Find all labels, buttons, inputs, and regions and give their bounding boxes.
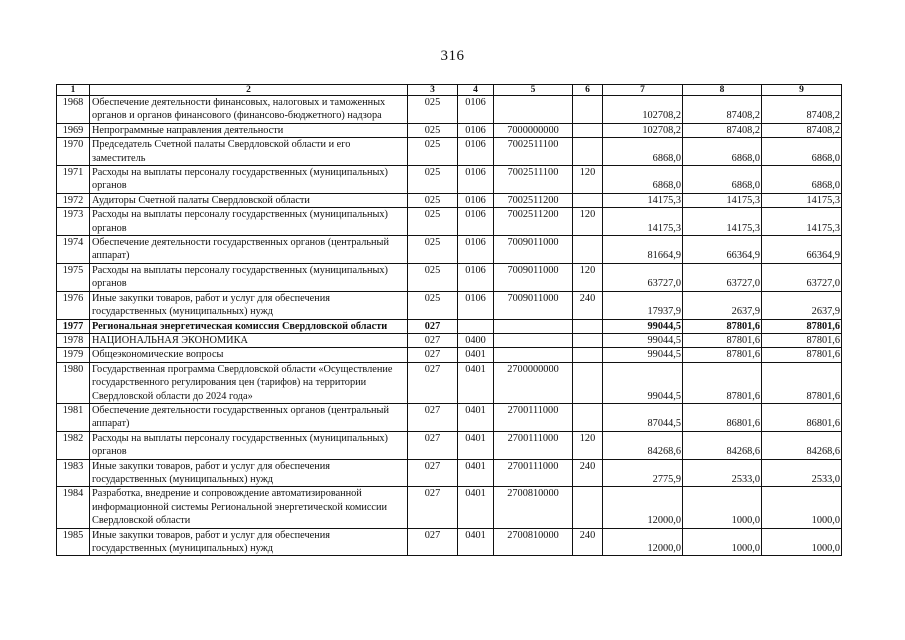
amount-col-8: 6868,0 bbox=[683, 138, 762, 166]
code-ministry: 025 bbox=[408, 291, 458, 319]
code-expense-type: 120 bbox=[573, 166, 603, 194]
code-section: 0106 bbox=[458, 123, 494, 137]
amount-col-7: 99044,5 bbox=[603, 333, 683, 347]
table-row bbox=[57, 348, 842, 362]
code-target: 7009011000 bbox=[494, 263, 573, 291]
amount-col-8: 2533,0 bbox=[683, 459, 762, 487]
code-section: 0401 bbox=[458, 348, 494, 362]
amount-col-8: 63727,0 bbox=[683, 263, 762, 291]
table-row bbox=[57, 123, 842, 137]
amount-col-9: 1000,0 bbox=[762, 528, 842, 556]
amount-col-8: 87801,6 bbox=[683, 319, 762, 333]
code-ministry: 025 bbox=[408, 166, 458, 194]
row-name: Расходы на выплаты персоналу государственных (муниципальных) органов bbox=[90, 431, 408, 459]
code-target bbox=[494, 96, 573, 124]
row-name: Обеспечение деятельности государственных органов (центральный аппарат) bbox=[90, 403, 408, 431]
code-expense-type: 240 bbox=[573, 459, 603, 487]
table-row bbox=[57, 166, 842, 194]
amount-col-7: 17937,9 bbox=[603, 291, 683, 319]
table-row bbox=[57, 333, 842, 347]
amount-col-7: 14175,3 bbox=[603, 193, 683, 207]
code-target: 2700000000 bbox=[494, 362, 573, 403]
row-number: 1979 bbox=[57, 348, 90, 362]
code-section: 0106 bbox=[458, 291, 494, 319]
amount-col-8: 66364,9 bbox=[683, 236, 762, 264]
row-name: Иные закупки товаров, работ и услуг для обеспечения государственных (муниципальных) нужд bbox=[90, 528, 408, 556]
code-target: 7002511200 bbox=[494, 193, 573, 207]
row-name: Расходы на выплаты персоналу государственных (муниципальных) органов bbox=[90, 208, 408, 236]
amount-col-7: 6868,0 bbox=[603, 138, 683, 166]
code-expense-type bbox=[573, 193, 603, 207]
code-target: 7002511100 bbox=[494, 166, 573, 194]
row-name: Расходы на выплаты персоналу государственных (муниципальных) органов bbox=[90, 263, 408, 291]
amount-col-9: 6868,0 bbox=[762, 166, 842, 194]
code-expense-type: 120 bbox=[573, 431, 603, 459]
page-number: 316 bbox=[440, 48, 465, 64]
code-section: 0106 bbox=[458, 193, 494, 207]
table-row bbox=[57, 487, 842, 528]
amount-col-9: 86801,6 bbox=[762, 403, 842, 431]
code-ministry: 027 bbox=[408, 319, 458, 333]
row-number: 1981 bbox=[57, 403, 90, 431]
row-name: Иные закупки товаров, работ и услуг для обеспечения государственных (муниципальных) нужд bbox=[90, 459, 408, 487]
row-number: 1974 bbox=[57, 236, 90, 264]
code-ministry: 025 bbox=[408, 138, 458, 166]
code-expense-type bbox=[573, 138, 603, 166]
code-ministry: 025 bbox=[408, 236, 458, 264]
amount-col-8: 87801,6 bbox=[683, 362, 762, 403]
code-target bbox=[494, 348, 573, 362]
code-ministry: 027 bbox=[408, 431, 458, 459]
row-number: 1975 bbox=[57, 263, 90, 291]
code-target: 2700810000 bbox=[494, 487, 573, 528]
amount-col-8: 84268,6 bbox=[683, 431, 762, 459]
amount-col-8: 14175,3 bbox=[683, 208, 762, 236]
amount-col-7: 102708,2 bbox=[603, 123, 683, 137]
code-expense-type: 120 bbox=[573, 263, 603, 291]
row-number: 1976 bbox=[57, 291, 90, 319]
code-section: 0401 bbox=[458, 528, 494, 556]
code-expense-type: 240 bbox=[573, 291, 603, 319]
table-body bbox=[57, 96, 842, 556]
amount-col-8: 87801,6 bbox=[683, 333, 762, 347]
row-name: Иные закупки товаров, работ и услуг для обеспечения государственных (муниципальных) нужд bbox=[90, 291, 408, 319]
row-name: Региональная энергетическая комиссия Свердловской области bbox=[90, 319, 408, 333]
budget-table-container bbox=[56, 84, 841, 556]
code-ministry: 027 bbox=[408, 333, 458, 347]
code-expense-type bbox=[573, 333, 603, 347]
amount-col-8: 87801,6 bbox=[683, 348, 762, 362]
amount-col-7: 99044,5 bbox=[603, 348, 683, 362]
row-name: Обеспечение деятельности финансовых, налоговых и таможенных органов и органов финансового (финансово-бюджетного) надзора bbox=[90, 96, 408, 124]
amount-col-9: 14175,3 bbox=[762, 193, 842, 207]
amount-col-9: 87408,2 bbox=[762, 123, 842, 137]
code-expense-type bbox=[573, 319, 603, 333]
code-expense-type bbox=[573, 96, 603, 124]
table-row bbox=[57, 263, 842, 291]
table-row bbox=[57, 236, 842, 264]
row-name: Государственная программа Свердловской области «Осуществление государственного регулирования цен (тарифов) на территории Свердловской области до 2024 года» bbox=[90, 362, 408, 403]
amount-col-7: 12000,0 bbox=[603, 528, 683, 556]
code-ministry: 027 bbox=[408, 487, 458, 528]
amount-col-7: 99044,5 bbox=[603, 362, 683, 403]
code-target: 7009011000 bbox=[494, 291, 573, 319]
row-number: 1980 bbox=[57, 362, 90, 403]
code-section bbox=[458, 319, 494, 333]
code-target bbox=[494, 319, 573, 333]
column-header: 4 bbox=[458, 85, 494, 96]
amount-col-8: 86801,6 bbox=[683, 403, 762, 431]
row-name: Аудиторы Счетной палаты Свердловской области bbox=[90, 193, 408, 207]
row-number: 1969 bbox=[57, 123, 90, 137]
code-target: 2700810000 bbox=[494, 528, 573, 556]
amount-col-9: 87801,6 bbox=[762, 319, 842, 333]
table-row bbox=[57, 291, 842, 319]
budget-table bbox=[56, 84, 842, 556]
row-number: 1971 bbox=[57, 166, 90, 194]
code-target: 2700111000 bbox=[494, 431, 573, 459]
code-expense-type: 240 bbox=[573, 528, 603, 556]
column-header: 3 bbox=[408, 85, 458, 96]
amount-col-8: 6868,0 bbox=[683, 166, 762, 194]
code-section: 0106 bbox=[458, 208, 494, 236]
column-header: 5 bbox=[494, 85, 573, 96]
code-ministry: 027 bbox=[408, 459, 458, 487]
code-ministry: 027 bbox=[408, 362, 458, 403]
table-row bbox=[57, 431, 842, 459]
code-section: 0106 bbox=[458, 263, 494, 291]
row-name: Непрограммные направления деятельности bbox=[90, 123, 408, 137]
column-header: 9 bbox=[762, 85, 842, 96]
code-target: 7000000000 bbox=[494, 123, 573, 137]
code-section: 0401 bbox=[458, 431, 494, 459]
column-header: 2 bbox=[90, 85, 408, 96]
table-row bbox=[57, 208, 842, 236]
row-name: Председатель Счетной палаты Свердловской области и его заместитель bbox=[90, 138, 408, 166]
table-row bbox=[57, 362, 842, 403]
row-number: 1983 bbox=[57, 459, 90, 487]
row-number: 1968 bbox=[57, 96, 90, 124]
row-number: 1984 bbox=[57, 487, 90, 528]
amount-col-7: 2775,9 bbox=[603, 459, 683, 487]
code-section: 0401 bbox=[458, 362, 494, 403]
amount-col-9: 2533,0 bbox=[762, 459, 842, 487]
amount-col-7: 14175,3 bbox=[603, 208, 683, 236]
code-expense-type: 120 bbox=[573, 208, 603, 236]
code-ministry: 025 bbox=[408, 123, 458, 137]
amount-col-8: 87408,2 bbox=[683, 123, 762, 137]
table-row bbox=[57, 319, 842, 333]
code-section: 0400 bbox=[458, 333, 494, 347]
amount-col-7: 102708,2 bbox=[603, 96, 683, 124]
code-target: 7002511100 bbox=[494, 138, 573, 166]
code-expense-type bbox=[573, 123, 603, 137]
amount-col-9: 87801,6 bbox=[762, 333, 842, 347]
column-header: 1 bbox=[57, 85, 90, 96]
row-name: Разработка, внедрение и сопровождение автоматизированной информационной системы Региональной энергетической комиссии Свердловской области bbox=[90, 487, 408, 528]
code-expense-type bbox=[573, 348, 603, 362]
row-number: 1982 bbox=[57, 431, 90, 459]
code-target bbox=[494, 333, 573, 347]
amount-col-9: 6868,0 bbox=[762, 138, 842, 166]
amount-col-9: 63727,0 bbox=[762, 263, 842, 291]
column-header: 7 bbox=[603, 85, 683, 96]
code-target: 2700111000 bbox=[494, 403, 573, 431]
code-section: 0401 bbox=[458, 487, 494, 528]
amount-col-7: 6868,0 bbox=[603, 166, 683, 194]
code-ministry: 025 bbox=[408, 263, 458, 291]
amount-col-9: 2637,9 bbox=[762, 291, 842, 319]
row-number: 1977 bbox=[57, 319, 90, 333]
row-number: 1985 bbox=[57, 528, 90, 556]
amount-col-7: 84268,6 bbox=[603, 431, 683, 459]
amount-col-7: 81664,9 bbox=[603, 236, 683, 264]
row-number: 1978 bbox=[57, 333, 90, 347]
code-expense-type bbox=[573, 487, 603, 528]
table-row bbox=[57, 459, 842, 487]
code-section: 0401 bbox=[458, 459, 494, 487]
amount-col-7: 63727,0 bbox=[603, 263, 683, 291]
code-ministry: 027 bbox=[408, 528, 458, 556]
amount-col-9: 1000,0 bbox=[762, 487, 842, 528]
amount-col-9: 87801,6 bbox=[762, 362, 842, 403]
column-header: 8 bbox=[683, 85, 762, 96]
amount-col-8: 1000,0 bbox=[683, 487, 762, 528]
amount-col-8: 87408,2 bbox=[683, 96, 762, 124]
code-target: 7009011000 bbox=[494, 236, 573, 264]
amount-col-9: 66364,9 bbox=[762, 236, 842, 264]
row-name: Общеэкономические вопросы bbox=[90, 348, 408, 362]
table-row bbox=[57, 138, 842, 166]
amount-col-9: 87801,6 bbox=[762, 348, 842, 362]
code-section: 0106 bbox=[458, 96, 494, 124]
amount-col-9: 14175,3 bbox=[762, 208, 842, 236]
code-section: 0401 bbox=[458, 403, 494, 431]
amount-col-9: 87408,2 bbox=[762, 96, 842, 124]
amount-col-7: 12000,0 bbox=[603, 487, 683, 528]
amount-col-7: 99044,5 bbox=[603, 319, 683, 333]
code-ministry: 025 bbox=[408, 208, 458, 236]
table-row bbox=[57, 96, 842, 124]
code-expense-type bbox=[573, 362, 603, 403]
code-ministry: 025 bbox=[408, 96, 458, 124]
row-name: Расходы на выплаты персоналу государственных (муниципальных) органов bbox=[90, 166, 408, 194]
row-number: 1973 bbox=[57, 208, 90, 236]
amount-col-7: 87044,5 bbox=[603, 403, 683, 431]
amount-col-9: 84268,6 bbox=[762, 431, 842, 459]
code-section: 0106 bbox=[458, 236, 494, 264]
amount-col-8: 2637,9 bbox=[683, 291, 762, 319]
header-row bbox=[57, 85, 842, 96]
amount-col-8: 14175,3 bbox=[683, 193, 762, 207]
code-section: 0106 bbox=[458, 166, 494, 194]
code-target: 7002511200 bbox=[494, 208, 573, 236]
row-name: Обеспечение деятельности государственных органов (центральный аппарат) bbox=[90, 236, 408, 264]
row-number: 1972 bbox=[57, 193, 90, 207]
code-expense-type bbox=[573, 403, 603, 431]
code-ministry: 027 bbox=[408, 348, 458, 362]
amount-col-8: 1000,0 bbox=[683, 528, 762, 556]
row-number: 1970 bbox=[57, 138, 90, 166]
table-row bbox=[57, 403, 842, 431]
code-ministry: 027 bbox=[408, 403, 458, 431]
column-header: 6 bbox=[573, 85, 603, 96]
code-ministry: 025 bbox=[408, 193, 458, 207]
code-expense-type bbox=[573, 236, 603, 264]
code-target: 2700111000 bbox=[494, 459, 573, 487]
table-row bbox=[57, 193, 842, 207]
code-section: 0106 bbox=[458, 138, 494, 166]
row-name: НАЦИОНАЛЬНАЯ ЭКОНОМИКА bbox=[90, 333, 408, 347]
table-row bbox=[57, 528, 842, 556]
